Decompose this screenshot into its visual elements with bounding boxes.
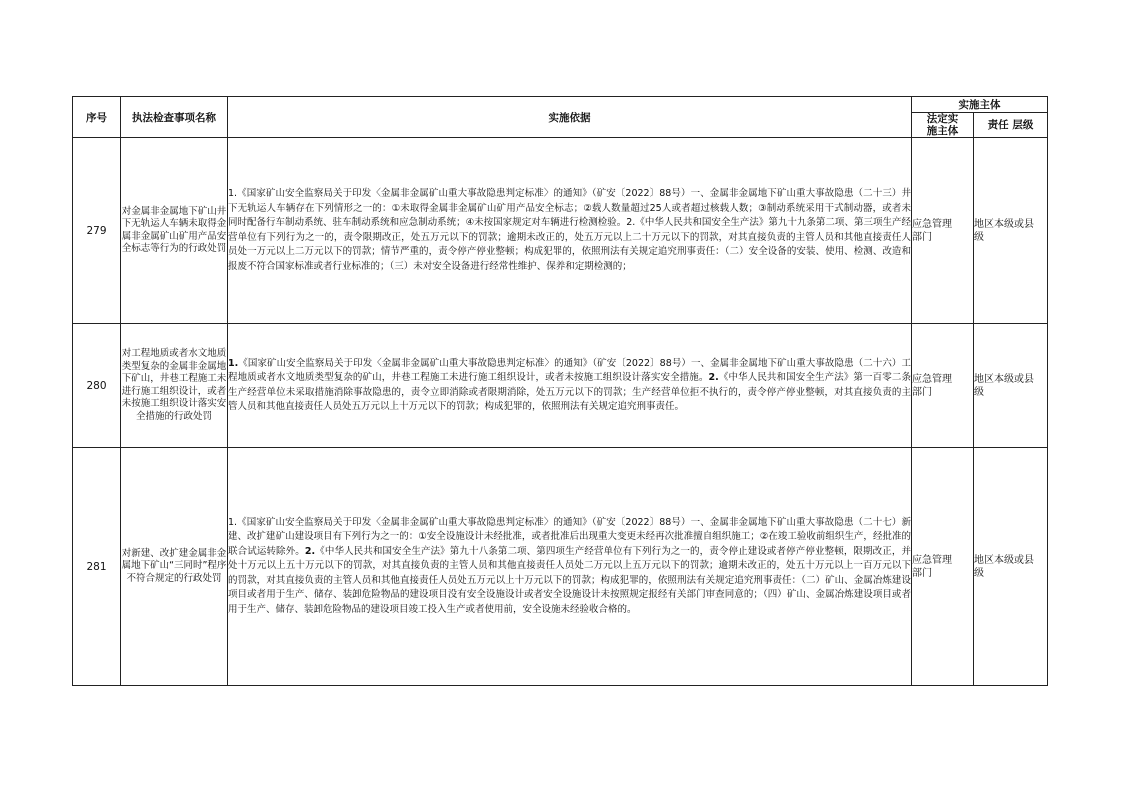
row-number: 279 <box>73 138 121 324</box>
basis-text <box>228 448 912 686</box>
table-row-279 <box>73 138 1048 324</box>
basis-part-1: 《国家矿山安全监察局关于印发〈金属非金属矿山重大事故隐患判定标准〉的通知》（矿安〔2022〕88号）一、金属非金属地下矿山重大事故隐患（二十六）工程地质或者水文地质类型复杂的矿山，井巷工程施工未进行施工组织设计，或者未按施工组织设计落实安全措施。 <box>228 357 911 383</box>
header-seq: 序号 <box>73 97 121 138</box>
basis-text <box>228 138 912 324</box>
header-legal-subject: 法定实施主体 <box>912 113 974 138</box>
legal-subject: 应急管理部门 <box>912 138 974 324</box>
basis-bold-1: 1. <box>228 357 239 369</box>
basis-part-2: 《中华人民共和国安全生产法》第九十八条第二项、第四项生产经营单位有下列行为之一的，责令停止建设或者停产停业整顿，限期改正，并处十万元以上五十万元以下的罚款，对其直接负责的主管人员和其他直接责任人员处二万元以上五万元以下的罚款；逾期未改正的，处五十万元以上一百万元以下的罚款，对其直接负责的主管人员和其他直接责任人员处五万元以上十万元以下的罚款；构成犯罪的，依照刑法有关规定追究刑事责任：（二）矿山、金属冶炼建设项目或者用于生产、储存、装卸危险物品的建设项目没有安全设施设计或者安全设施设计未按照规定报经有关部门审查同意的；（四）矿山、金属冶炼建设项目或者用于生产、储存、装卸危险物品的建设项目竣工投入生产或者使用前，安全设施未经验收合格的。 <box>228 545 911 615</box>
legal-subject: 应急管理部门 <box>912 324 974 448</box>
responsibility-level: 地区本级或县级 <box>974 138 1048 324</box>
row-number: 280 <box>73 324 121 448</box>
item-name: 对金属非金属地下矿山井下无轨运人车辆未取得金属非金属矿山矿用产品安全标志等行为的行政处罚 <box>121 138 228 324</box>
basis-part-1: 1.《国家矿山安全监察局关于印发〈金属非金属矿山重大事故隐患判定标准〉的通知》（矿安〔2022〕88号）一、金属非金属地下矿山重大事故隐患（二十三）井下无轨运人车辆存在下列情形之一的：①未取得金属非金属矿山矿用产品安全标志；②载人数量超过25人或者超过核载人数；③制动系统采用干式制动器，或者未同时配备行车制动系统、驻车制动系统和应急制动系统；④未按国家规定对车辆进行检测检验。 <box>228 188 911 228</box>
basis-bold-2: 2. <box>708 372 719 383</box>
header-level: 责任 层级 <box>974 113 1048 138</box>
header-item-name: 执法检查事项名称 <box>121 97 228 138</box>
basis-bold-2: 2. <box>304 545 316 557</box>
row-number: 281 <box>73 448 121 686</box>
enforcement-items-table <box>72 96 1048 686</box>
responsibility-level: 地区本级或县级 <box>974 448 1048 686</box>
basis-part-1: 1.《国家矿山安全监察局关于印发〈金属非金属矿山重大事故隐患判定标准〉的通知》（矿安〔2022〕88号）一、金属非金属地下矿山重大事故隐患（二十七）新建、改扩建矿山建设项目有下列行为之一的：①安全设施设计未经批准，或者批准后出现重大变更未经再次批准擅自组织施工；②在竣工验收前组织生产，经批准的联合试运转除外。 <box>228 516 911 557</box>
responsibility-level: 地区本级或县级 <box>974 324 1048 448</box>
header-basis: 实施依据 <box>228 97 912 138</box>
basis-part-2: 《中华人民共和国安全生产法》第一百零二条生产经营单位未采取措施消除事故隐患的，责令立即消除或者限期消除，处五万元以下的罚款；生产经营单位拒不执行的，责令停产停业整顿，对其直接负责的主管人员和其他直接责任人员处五万元以上十万元以下的罚款；构成犯罪的，依照刑法有关规定追究刑事责任。 <box>228 372 911 412</box>
item-name: 对工程地质或者水文地质类型复杂的金属非金属地下矿山，井巷工程施工未进行施工组织设计，或者未按施工组织设计落实安全措施的行政处罚 <box>121 324 228 448</box>
basis-part-2: 2.《中华人民共和国安全生产法》第九十九条第二项、第三项生产经营单位有下列行为之一的，责令限期改正，处五万元以下的罚款；逾期未改正的，处五万元以上二十万元以下的罚款，对其直接负责的主管人员和其他直接责任人员处一万元以上二万元以下的罚款；情节严重的，责令停产停业整顿；构成犯罪的，依照刑法有关规定追究刑事责任：（二）安全设备的安装、使用、检测、改造和报废不符合国家标准或者行业标准的；（三）未对安全设备进行经常性维护、保养和定期检测的； <box>228 217 911 272</box>
table-header <box>73 97 1048 138</box>
table-row-281 <box>73 448 1048 686</box>
table-row-280 <box>73 324 1048 448</box>
legal-subject: 应急管理部门 <box>912 448 974 686</box>
basis-text <box>228 324 912 448</box>
header-subject-group: 实施主体 <box>912 97 1048 113</box>
item-name: 对新建、改扩建金属非金属地下矿山“三同时”程序不符合规定的行政处罚 <box>121 448 228 686</box>
